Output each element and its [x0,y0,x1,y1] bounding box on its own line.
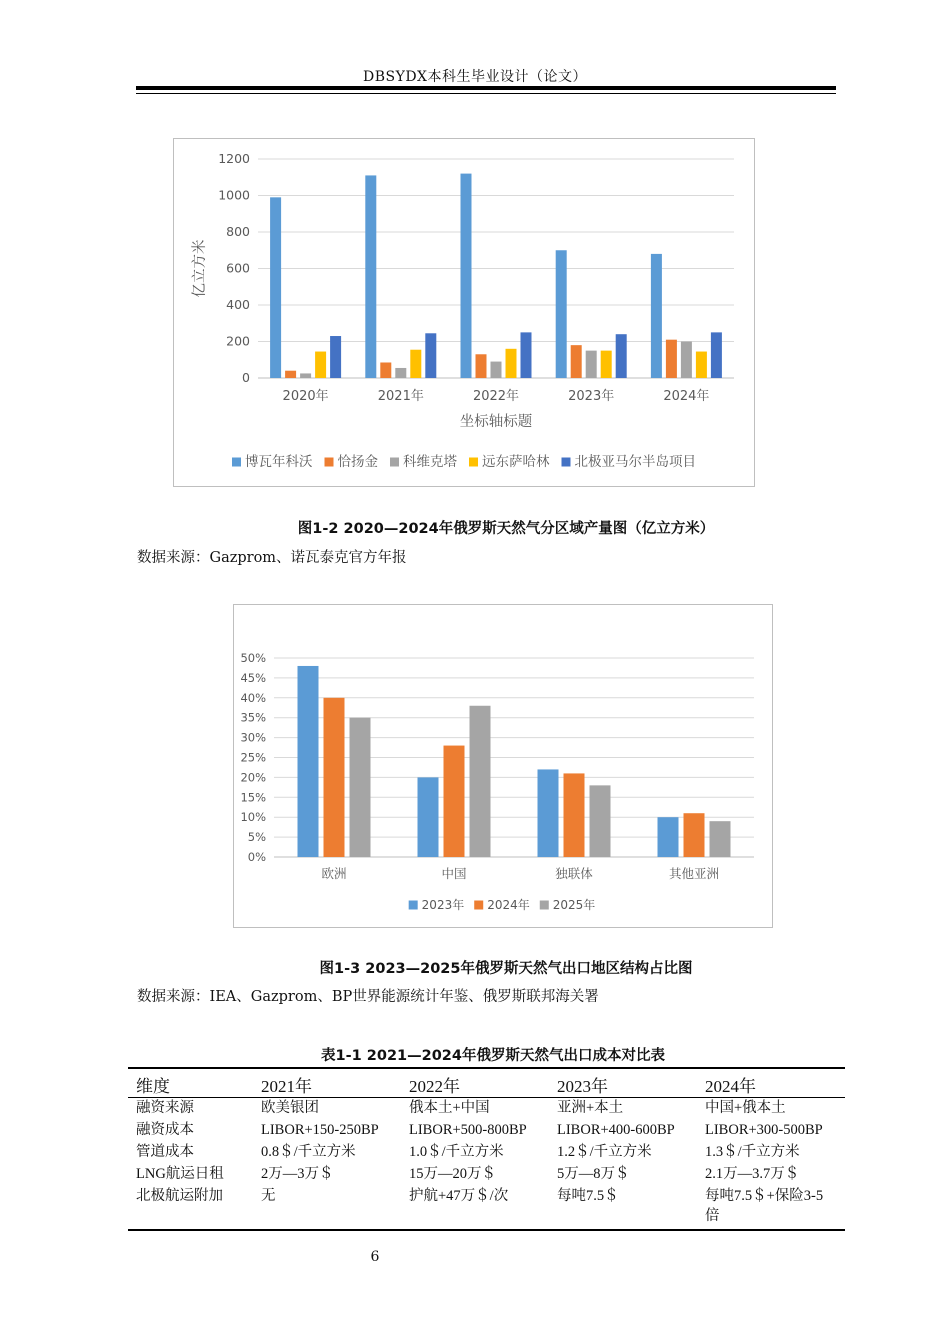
table-row [128,1142,845,1164]
table-row [128,1120,845,1142]
y-tick-label: 40% [240,690,266,705]
bar [298,666,319,857]
table-cell: 无 [253,1186,401,1230]
x-category-label: 2023年 [568,389,615,404]
legend-swatch [409,901,418,910]
table-cell: 融资来源 [136,1100,194,1116]
x-category-label: 2021年 [377,389,424,404]
table-cell: LIBOR+300-500BP [705,1122,823,1138]
y-tick-label: 20% [240,770,266,785]
table-cell: 护航+47万＄/次 [401,1186,549,1230]
bar [418,777,439,857]
y-tick-label: 0 [242,370,250,385]
figure-2-caption: 图1-2 2020—2024年俄罗斯天然气分区域产量图（亿立方米） [297,521,715,537]
bar [586,351,597,378]
table-cell: 1.3＄/千立方米 [705,1144,800,1160]
bar [696,352,707,378]
x-category-label: 2022年 [472,389,520,404]
bar [491,362,502,378]
table-cell: 管道成本 [136,1144,194,1160]
bar [380,362,391,378]
x-category-label: 其他亚洲 [668,866,720,881]
bar [470,706,491,857]
table-cell: LNG航运日租 [136,1166,224,1182]
table-row [128,1186,845,1230]
table-cell: 融资成本 [136,1122,194,1138]
figure-2-source: 数据来源：Gazprom、诺瓦泰克官方年报 [137,550,407,566]
bar [476,354,487,378]
table-row [128,1164,845,1186]
table-cell: 俄本土+中国 [409,1100,490,1116]
legend-label: 恰扬金 [337,454,378,470]
figure-2-chart [174,139,754,486]
table-header-cell: 维度 [128,1068,253,1098]
table-1-caption: 表1-1 2021—2024年俄罗斯天然气出口成本对比表 [321,1048,665,1064]
table-row [128,1098,845,1121]
table-cell: 2万—3万＄ [261,1166,334,1182]
y-tick-label: 35% [240,710,266,725]
bar [556,250,567,378]
bar [616,334,627,378]
figure-3-source: 数据来源：IEA、Gazprom、BP世界能源统计年鉴、俄罗斯联邦海关署 [137,989,599,1005]
table-cell: 1.0＄/千立方米 [409,1144,504,1160]
legend-swatch [390,458,399,467]
x-category-label: 2024年 [663,389,710,404]
bar [601,351,612,378]
legend-label: 博瓦年科沃 [245,454,313,470]
table-cell: 中国+俄本土 [705,1100,786,1116]
bar [324,698,345,857]
table-cell: 北极航运附加 [128,1186,253,1230]
x-category-label: 2020年 [282,389,329,404]
bar [710,821,731,857]
figure-3-chart [234,605,772,927]
bar [285,371,296,378]
table-cell: 欧美银团 [261,1100,319,1116]
figure-3-frame [233,604,773,928]
legend-label: 北极亚马尔半岛项目 [574,454,696,470]
legend-label: 科维克塔 [403,454,457,470]
legend-swatch [562,458,571,467]
bar [330,336,341,378]
bar [315,352,326,378]
bar [666,340,677,378]
bar [365,175,376,378]
y-tick-label: 45% [240,670,266,685]
bar [590,785,611,857]
legend-label: 2024年 [487,898,530,912]
bar [658,817,679,857]
x-category-label: 欧洲 [321,866,347,881]
x-category-label: 中国 [441,866,467,881]
table-header-cell: 2024年 [697,1068,845,1098]
bar [711,332,722,378]
table-header-cell: 2023年 [549,1068,697,1098]
y-tick-label: 25% [240,750,266,765]
y-tick-label: 600 [226,260,250,276]
bar [410,350,421,378]
bar [444,746,465,857]
table-cell: 0.8＄/千立方米 [261,1144,356,1160]
legend-label: 2025年 [552,898,596,912]
bar [350,718,371,857]
legend-swatch [540,901,549,910]
y-tick-label: 10% [240,810,266,825]
table-cell: 15万—20万＄ [409,1166,496,1182]
bar [425,333,436,378]
bar [651,254,662,378]
header-rule-thin [136,93,836,94]
y-tick-label: 200 [226,333,250,349]
table-header-cell: 2021年 [253,1068,401,1098]
y-tick-label: 800 [226,224,250,239]
table-cell: 每吨7.5＄+保险3-5倍 [697,1186,845,1230]
header-rule-thick [136,86,836,90]
y-tick-label: 15% [240,790,266,805]
figure-2-frame [173,138,755,487]
cost-comparison-table [128,1067,845,1231]
legend-swatch [325,458,334,467]
bar [270,197,281,378]
y-tick-label: 50% [240,651,266,665]
figure-3-caption: 图1-3 2023—2025年俄罗斯天然气出口地区结构占比图 [319,961,693,977]
table-cell: 每吨7.5＄ [549,1186,697,1230]
y-tick-label: 30% [240,730,266,745]
legend-label: 远东萨哈林 [482,454,550,470]
bar [300,373,311,378]
x-category-label: 独联体 [555,866,593,881]
table-cell: 亚洲+本土 [557,1100,624,1116]
page-number: 6 [370,1249,380,1265]
y-tick-label: 0% [247,850,266,864]
bar [521,332,532,378]
legend-swatch [474,901,483,910]
bar [461,174,472,378]
legend-swatch [469,458,478,467]
y-tick-label: 400 [226,297,250,312]
page-header-title: DBSYDX本科生毕业设计（论文） [362,69,588,85]
bar [681,342,692,379]
bar [571,345,582,378]
table-cell: 1.2＄/千立方米 [557,1144,652,1160]
legend-label: 2023年 [421,898,465,912]
bar [506,349,517,378]
bar [564,773,585,857]
table-cell: LIBOR+500-800BP [409,1122,527,1138]
y-tick-label: 1200 [218,151,250,166]
y-tick-label: 1000 [218,187,250,203]
x-axis-title: 坐标轴标题 [459,414,533,430]
table-cell: LIBOR+150-250BP [261,1122,379,1138]
table-cell: LIBOR+400-600BP [557,1122,675,1138]
bar [538,769,559,857]
table-cell: 5万—8万＄ [557,1166,630,1182]
bar [395,368,406,378]
y-tick-label: 5% [247,830,266,845]
legend-swatch [232,458,241,467]
y-axis-title: 亿立方米 [192,239,208,298]
table-header-row [128,1068,845,1098]
table-cell: 2.1万—3.7万＄ [705,1166,800,1182]
bar [684,813,705,857]
table-header-cell: 2022年 [401,1068,549,1098]
